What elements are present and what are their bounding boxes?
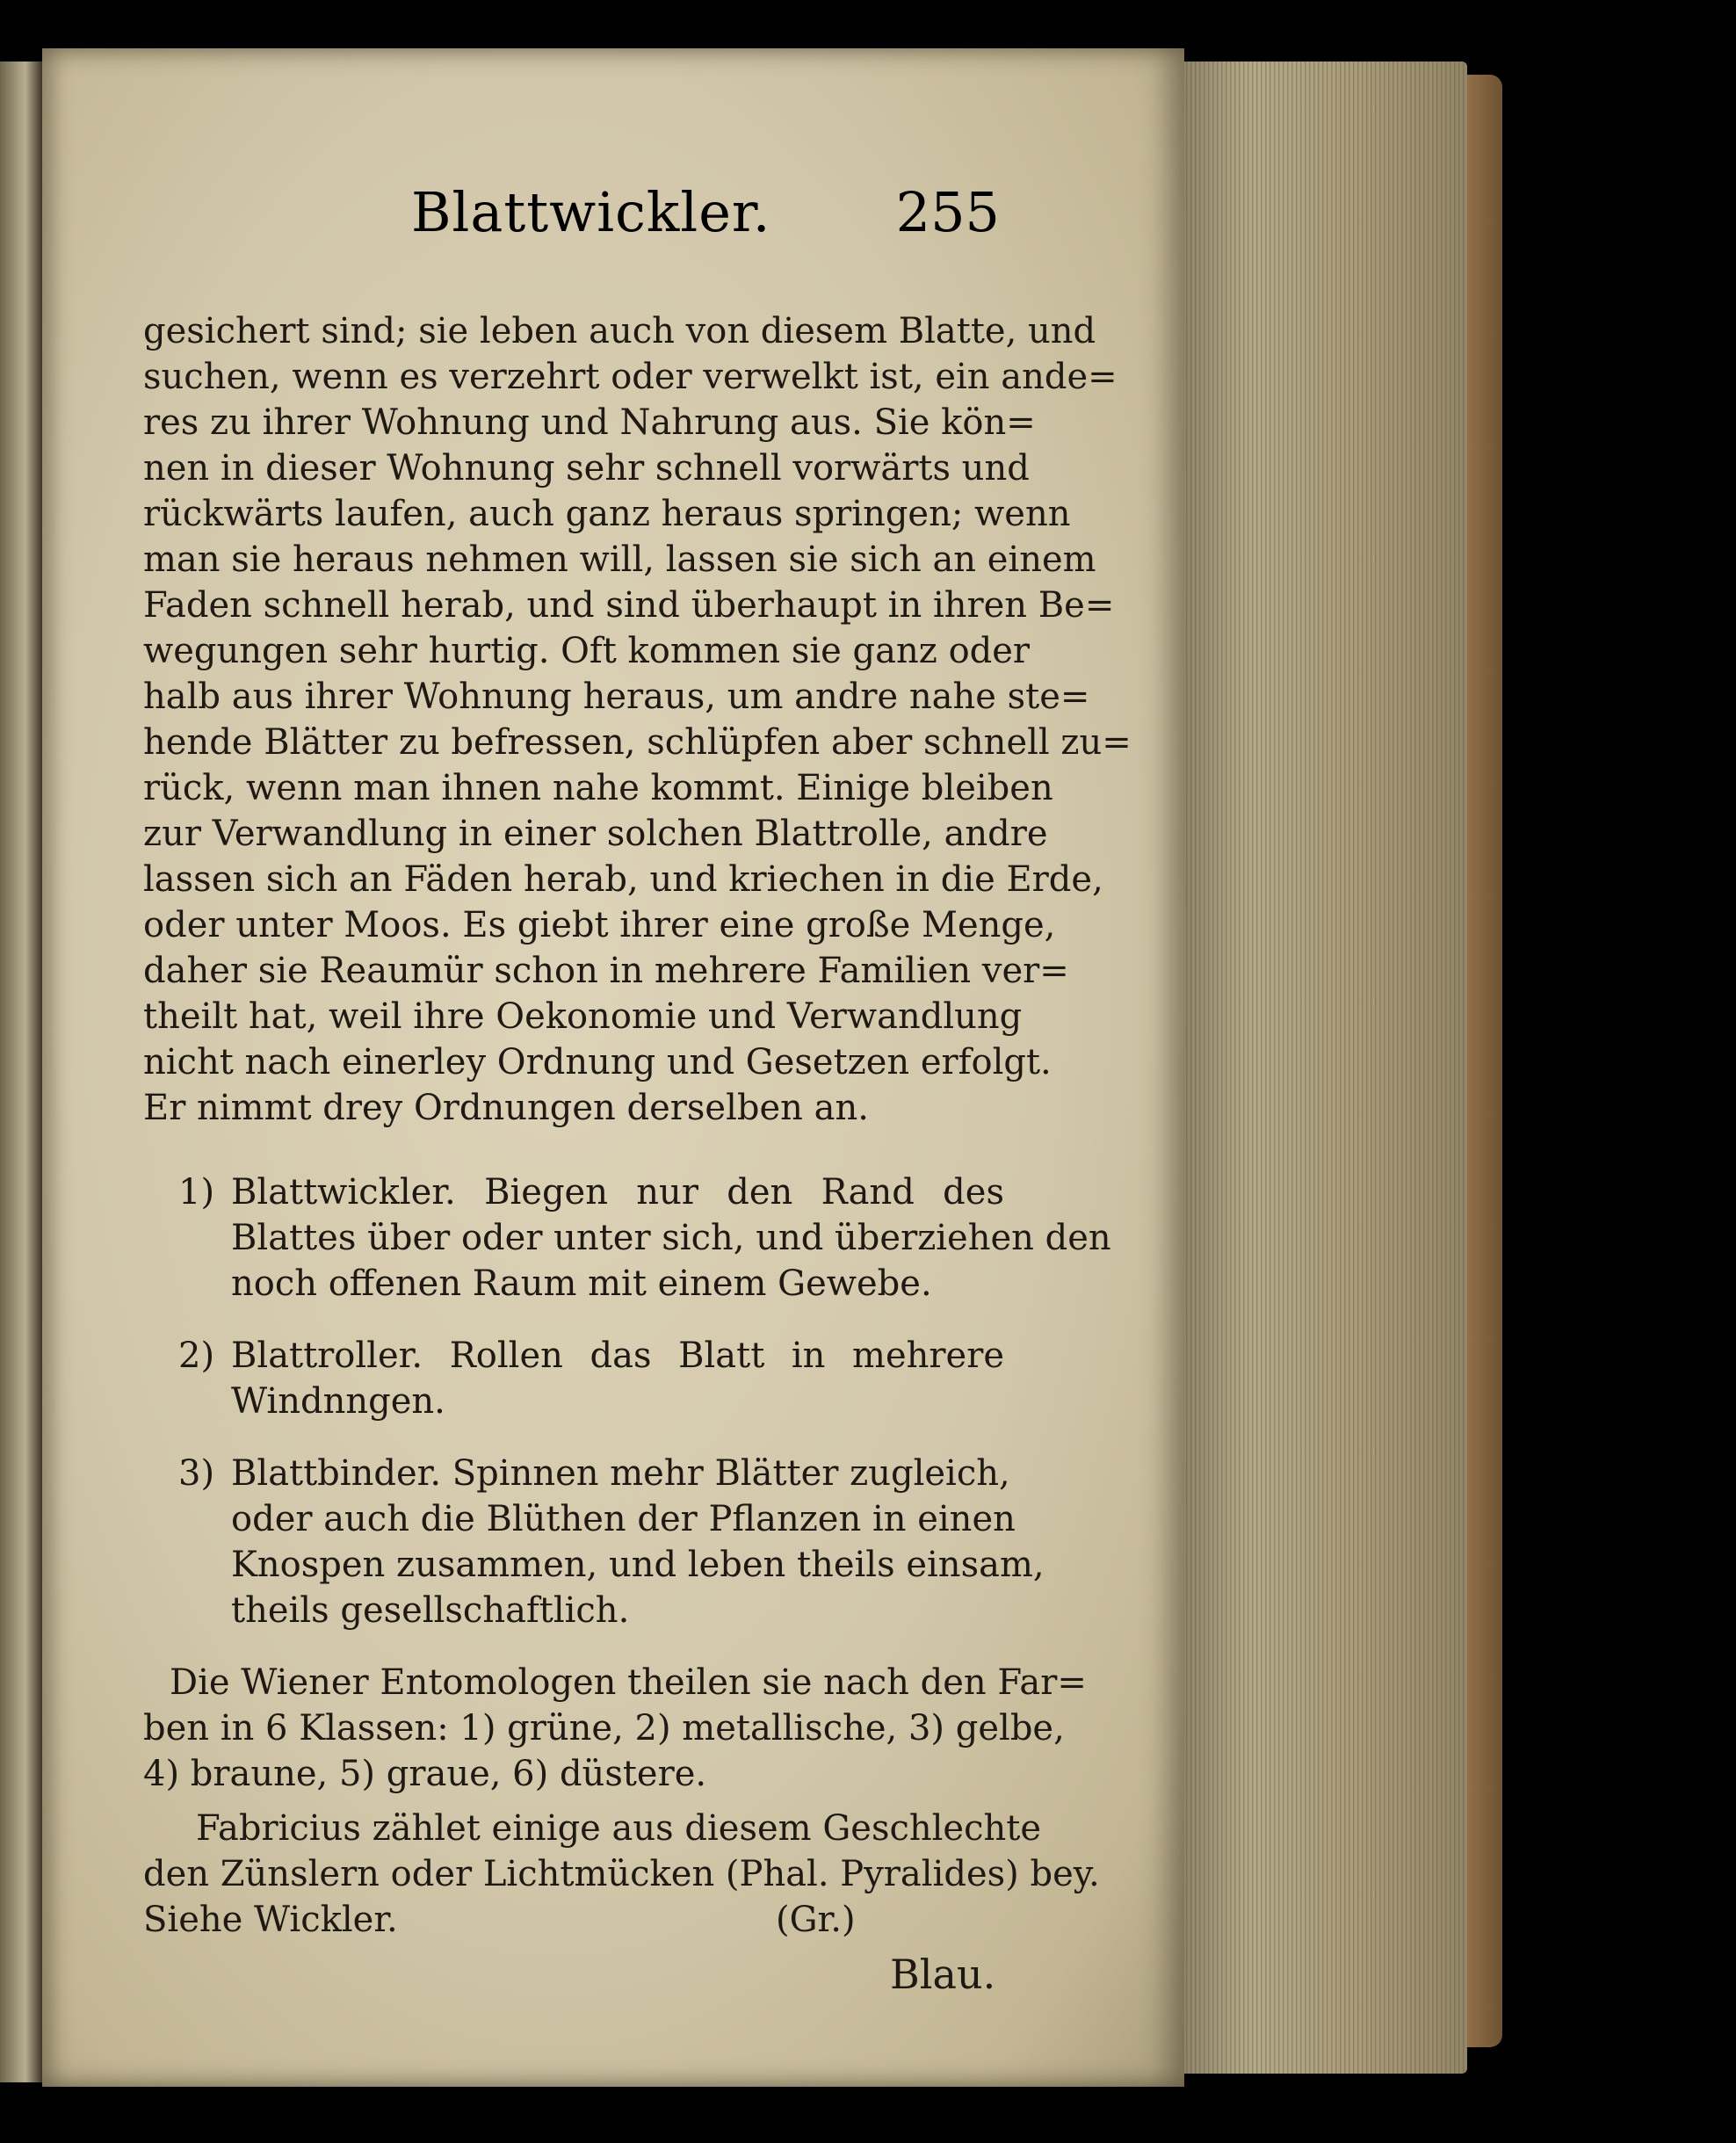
page-block-edges <box>1177 62 1467 2074</box>
text-line: daher sie Reaumür schon in mehrere Familien ver= <box>143 951 1069 991</box>
list-item-line: theils gesellschaftlich. <box>231 1590 630 1631</box>
running-head <box>315 180 1000 259</box>
text-line: suchen, wenn es verzehrt oder verwelkt ist, ein ande= <box>143 357 1118 397</box>
book-page <box>42 48 1184 2087</box>
list-item-number: 1) <box>178 1172 215 1213</box>
text-line: res zu ihrer Wohnung und Nahrung aus. Sie kön= <box>143 402 1036 443</box>
text-line: hende Blätter zu befressen, schlüpfen aber schnell zu= <box>143 722 1132 763</box>
list-item-number: 2) <box>178 1336 215 1376</box>
list-item-line: Windnngen. <box>231 1381 445 1422</box>
running-title: Blattwickler. <box>411 180 771 244</box>
text-line: zur Verwandlung in einer solchen Blattrolle, andre <box>143 814 1048 854</box>
text-line: Er nimmt drey Ordnungen derselben an. <box>143 1088 869 1128</box>
text-line: Faden schnell herab, und sind überhaupt in ihren Be= <box>143 585 1115 626</box>
list-item-line: Knospen zusammen, und leben theils einsam, <box>231 1545 1045 1585</box>
text-line: halb aus ihrer Wohnung heraus, um andre nahe ste= <box>143 677 1090 717</box>
author-signature: (Gr.) <box>776 1900 856 1940</box>
previous-page-edge <box>0 62 42 2082</box>
list-item-number: 3) <box>178 1453 215 1494</box>
list-item-line: Blattwickler. Biegen nur den Rand des <box>231 1172 1004 1213</box>
text-line: oder unter Moos. Es giebt ihrer eine große Menge, <box>143 905 1056 945</box>
text-line: ben in 6 Klassen: 1) grüne, 2) metallische, 3) gelbe, <box>143 1708 1065 1748</box>
text-line: Fabricius zählet einige aus diesem Geschlechte <box>196 1808 1042 1849</box>
list-item-line: Blattbinder. Spinnen mehr Blätter zugleich, <box>231 1453 1010 1494</box>
text-line: nen in dieser Wohnung sehr schnell vorwärts und <box>143 448 1030 489</box>
list-item-line: Blattes über oder unter sich, und überziehen den <box>231 1218 1111 1258</box>
list-item-line: noch offenen Raum mit einem Gewebe. <box>231 1263 932 1304</box>
text-line: gesichert sind; sie leben auch von diesem Blatte, und <box>143 311 1096 351</box>
text-line: wegungen sehr hurtig. Oft kommen sie ganz oder <box>143 631 1031 671</box>
list-item-line: oder auch die Blüthen der Pflanzen in einen <box>231 1499 1016 1539</box>
page-number: 255 <box>895 180 1000 244</box>
text-line: 4) braune, 5) graue, 6) düstere. <box>143 1754 707 1794</box>
text-line: rück, wenn man ihnen nahe kommt. Einige bleiben <box>143 768 1053 808</box>
text-line: den Zünslern oder Lichtmücken (Phal. Pyralides) bey. <box>143 1854 1100 1894</box>
text-line: man sie heraus nehmen will, lassen sie sich an einem <box>143 539 1096 580</box>
text-line: theilt hat, weil ihre Oekonomie und Verwandlung <box>143 996 1023 1037</box>
text-line: rückwärts laufen, auch ganz heraus springen; wenn <box>143 494 1071 534</box>
list-item-line: Blattroller. Rollen das Blatt in mehrere <box>231 1336 1004 1376</box>
text-line: lassen sich an Fäden herab, und kriechen in die Erde, <box>143 859 1103 900</box>
catchword: Blau. <box>890 1951 996 1998</box>
text-line: Die Wiener Entomologen theilen sie nach den Far= <box>170 1662 1087 1703</box>
cross-reference: Siehe Wickler. <box>143 1900 398 1940</box>
text-line: nicht nach einerley Ordnung und Gesetzen erfolgt. <box>143 1042 1052 1082</box>
